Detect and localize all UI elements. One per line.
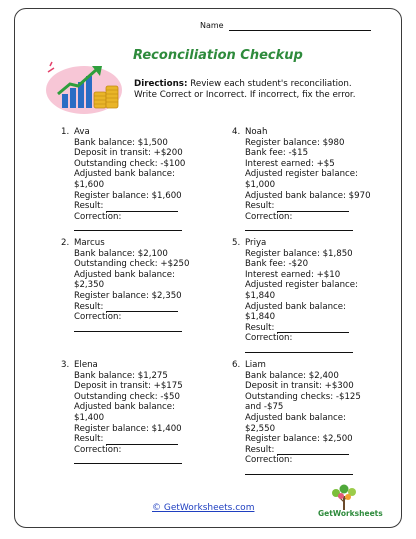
result-field[interactable] — [245, 201, 395, 212]
problem-line: $1,840 — [245, 290, 276, 301]
problem-line: and -$75 — [245, 402, 284, 413]
problem-4 — [232, 127, 395, 231]
problem-line: Register balance: $2,350 — [74, 290, 182, 301]
correction-label: Correction: — [74, 444, 122, 455]
result-blank[interactable] — [106, 303, 178, 312]
problem-1 — [61, 127, 224, 231]
result-label: Result: — [74, 301, 104, 312]
problem-number: 4. — [232, 127, 241, 137]
problem-line: $1,400 — [74, 412, 105, 423]
student-name: Ava — [74, 127, 90, 137]
problem-line: Adjusted bank balance: — [74, 169, 175, 180]
problem-number: 1. — [61, 127, 70, 137]
problem-line: Adjusted bank balance: — [74, 402, 175, 413]
chart-bar — [86, 76, 92, 108]
result-field[interactable] — [245, 323, 395, 334]
result-blank[interactable] — [106, 436, 178, 445]
result-blank[interactable] — [106, 203, 178, 212]
problem-line: Interest earned: +$10 — [245, 269, 341, 280]
problem-line: Adjusted register balance: — [245, 169, 358, 180]
problem-number: 6. — [232, 360, 241, 370]
problem-line: Bank fee: -$20 — [245, 259, 309, 270]
name-label: Name — [200, 21, 224, 30]
problem-line: Register balance: $1,850 — [245, 248, 353, 259]
problem-number: 3. — [61, 360, 70, 370]
problem-line: $2,350 — [74, 280, 105, 291]
problem-6 — [232, 360, 395, 475]
correction-blank[interactable] — [74, 325, 182, 332]
problem-number: 5. — [232, 238, 241, 248]
directions-label: Directions: — [134, 79, 188, 89]
result-label: Result: — [74, 201, 104, 212]
result-blank[interactable] — [277, 446, 349, 455]
correction-label: Correction: — [245, 455, 293, 466]
result-field[interactable] — [74, 302, 224, 313]
problem-number: 2. — [61, 238, 70, 248]
correction-blank[interactable] — [74, 457, 182, 464]
result-field[interactable] — [74, 434, 224, 445]
result-label: Result: — [245, 201, 275, 212]
problem-line: Outstanding checks: -$125 — [245, 391, 361, 402]
problem-line: Deposit in transit: +$300 — [245, 381, 354, 392]
problem-line: $1,000 — [245, 179, 276, 190]
correction-label: Correction: — [245, 333, 293, 344]
result-field[interactable] — [74, 201, 224, 212]
chart-bar — [62, 94, 68, 108]
problem-line: $1,840 — [245, 312, 276, 323]
getworksheets-logo-text — [318, 509, 383, 518]
problem-line: Adjusted register balance: — [245, 280, 358, 291]
problem-line: Adjusted bank balance: — [245, 301, 346, 312]
tree-logo-icon — [314, 484, 374, 524]
problem-line: Deposit in transit: +$175 — [74, 381, 183, 392]
problem-line: Bank fee: -$15 — [245, 148, 309, 159]
directions-body: Review each student's reconciliation. Write Correct or Incorrect. If incorrect, fix the error. — [134, 79, 356, 101]
result-label: Result: — [74, 434, 104, 445]
correction-blank[interactable] — [245, 468, 353, 475]
problem-line: Register balance: $2,500 — [245, 434, 353, 445]
problem-line: Outstanding check: +$250 — [74, 259, 190, 270]
correction-blank[interactable] — [74, 224, 182, 231]
problem-line: Bank balance: $2,400 — [245, 370, 339, 381]
worksheet-title: Reconciliation Checkup — [133, 48, 303, 63]
result-label: Result: — [245, 444, 275, 455]
logo-text: GetWorksheets — [318, 509, 383, 518]
correction-label: Correction: — [74, 211, 122, 222]
problem-line: Adjusted bank balance: — [245, 412, 346, 423]
name-blank-line[interactable] — [229, 22, 371, 31]
chart-bar — [70, 88, 76, 108]
directions-text — [134, 79, 370, 102]
name-field[interactable] — [200, 21, 371, 31]
problem-2 — [61, 238, 224, 332]
growth-chart-coins-illustration — [44, 58, 124, 116]
problem-line: Register balance: $980 — [245, 137, 345, 148]
problem-line: Register balance: $1,600 — [74, 190, 182, 201]
spark-marks — [48, 62, 54, 72]
correction-blank[interactable] — [245, 346, 353, 353]
problem-line: Adjusted bank balance: — [74, 269, 175, 280]
problem-line: Deposit in transit: +$200 — [74, 148, 183, 159]
student-name: Priya — [245, 238, 267, 248]
result-blank[interactable] — [277, 203, 349, 212]
problem-line: $1,600 — [74, 179, 105, 190]
problem-line: Bank balance: $1,500 — [74, 137, 168, 148]
getworksheets-link[interactable]: © GetWorksheets.com — [152, 503, 255, 513]
result-field[interactable] — [245, 445, 395, 456]
problem-line: Interest earned: +$5 — [245, 158, 335, 169]
correction-blank[interactable] — [245, 224, 353, 231]
problem-3 — [61, 360, 224, 464]
student-name: Noah — [245, 127, 268, 137]
correction-label: Correction: — [74, 312, 122, 323]
problem-line: Bank balance: $2,100 — [74, 248, 168, 259]
student-name: Marcus — [74, 238, 105, 248]
result-label: Result: — [245, 322, 275, 333]
problem-line: Bank balance: $1,275 — [74, 370, 168, 381]
problem-line: Register balance: $1,400 — [74, 423, 182, 434]
problem-line: Adjusted bank balance: $970 — [245, 190, 371, 201]
result-blank[interactable] — [277, 324, 349, 333]
correction-label: Correction: — [245, 211, 293, 222]
student-name: Elena — [74, 360, 98, 370]
problem-line: Outstanding check: -$100 — [74, 158, 186, 169]
problem-line: Outstanding check: -$50 — [74, 391, 180, 402]
problem-line: $2,550 — [245, 423, 276, 434]
student-name: Liam — [245, 360, 266, 370]
problem-5 — [232, 238, 395, 353]
